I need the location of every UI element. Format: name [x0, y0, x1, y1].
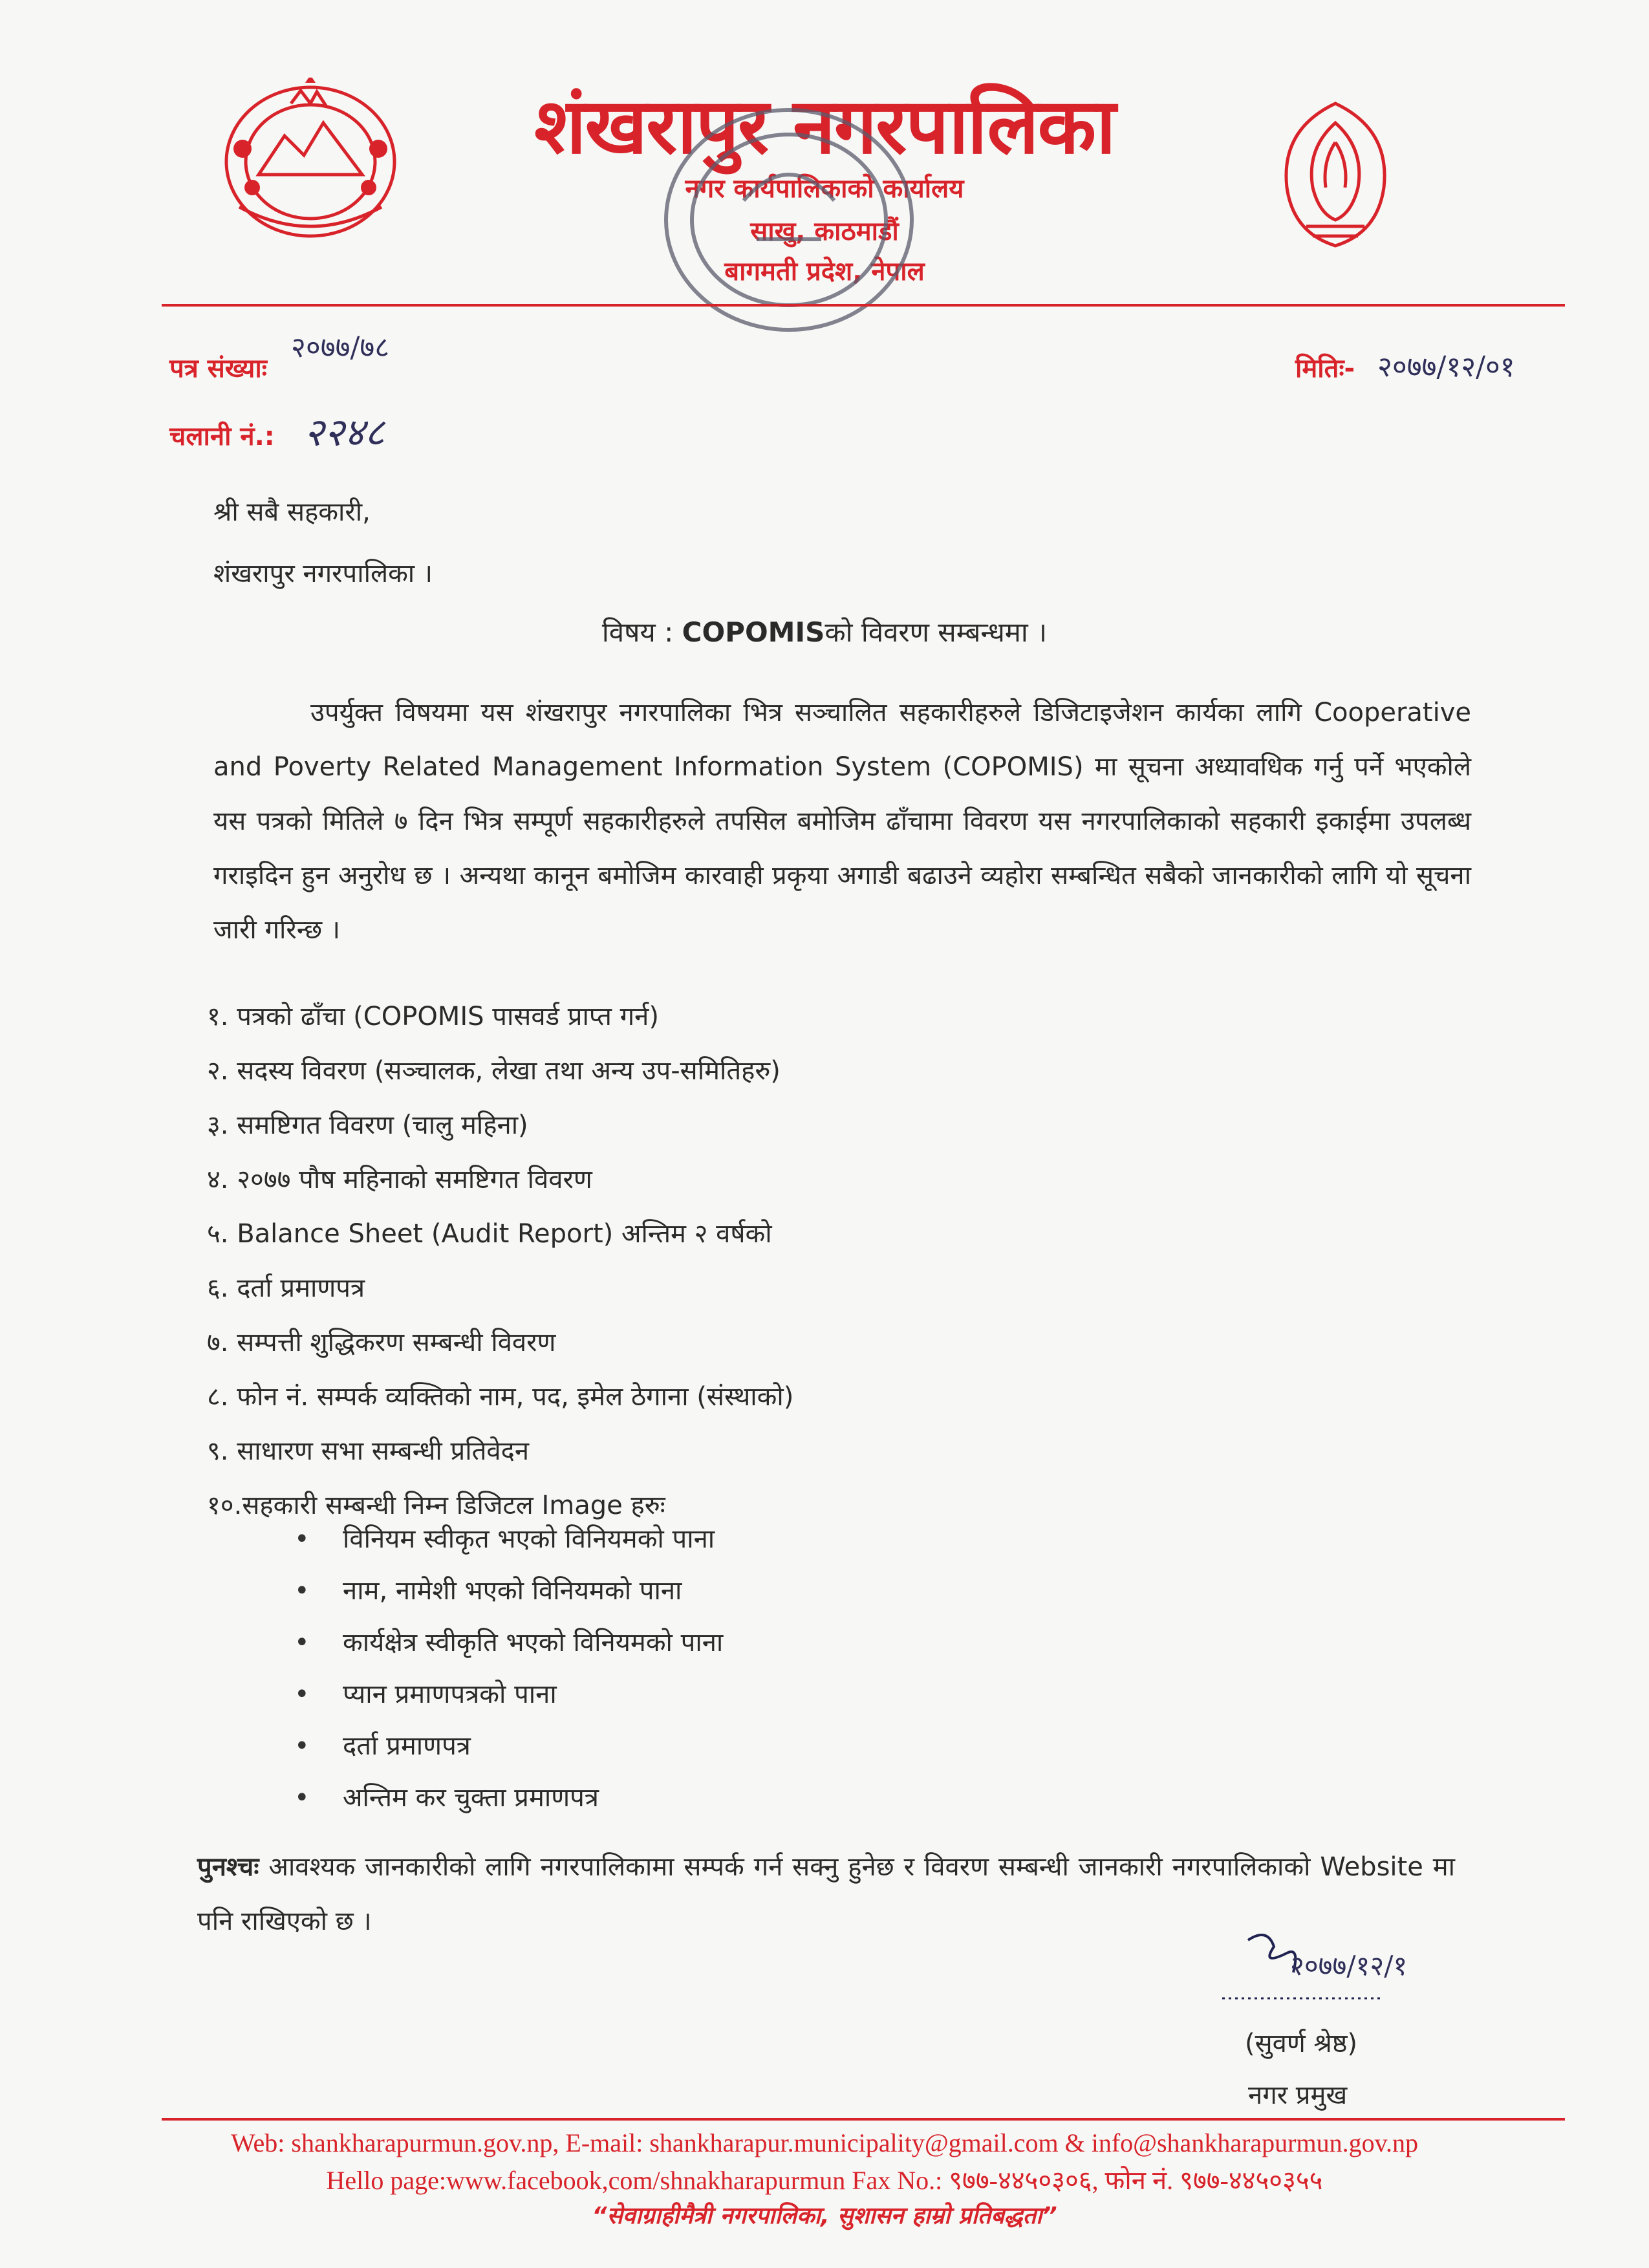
digital-images-list — [294, 1513, 723, 1824]
office-location: साखु, काठमाडौं — [750, 217, 899, 246]
footer-motto: “सेवाग्राहीमैत्री नगरपालिका, सुशासन हाम्रो प्रतिबद्धता” — [592, 2203, 1057, 2229]
dispatch-value: २२४८ — [304, 410, 385, 455]
dispatch-label: चलानी नं.: — [169, 422, 275, 451]
list-item: • अन्तिम कर चुक्ता प्रमाणपत्र — [294, 1772, 723, 1824]
list-item: ४. २०७७ पौष महिनाको समष्टिगत विवरण — [207, 1165, 592, 1194]
postscript-label: पुनश्चः — [197, 1852, 259, 1882]
office-name: नगर कार्यपालिकाको कार्यालय — [685, 174, 964, 204]
ref-value: २०७७/७८ — [291, 331, 390, 364]
signature-date: २०७७/१२/१ — [1290, 1950, 1408, 1982]
list-item: ३. समष्टिगत विवरण (चालु महिना) — [207, 1110, 528, 1140]
list-item: • दर्ता प्रमाणपत्र — [294, 1720, 723, 1772]
footer-contact: Web: shankharapurmun.gov.np, E-mail: shankharapur.municipality@gmail.com & info@shankharapurmun.gov.np — [231, 2128, 1418, 2157]
list-item: १०.सहकारी सम्बन्धी निम्न डिजिटल Image हरुः — [207, 1491, 665, 1520]
list-item: ५. Balance Sheet (Audit Report) अन्तिम २ वर्षको — [207, 1219, 772, 1249]
recipient-line2: शंखरापुर नगरपालिका । — [213, 559, 433, 589]
official-round-seal-icon — [647, 91, 931, 349]
list-item: • कार्यक्षेत्र स्वीकृति भएको विनियमको पाना — [294, 1617, 723, 1669]
date-value: २०७७/१२/०१ — [1377, 351, 1515, 383]
subject-prefix: विषय : — [601, 616, 674, 648]
list-item: १. पत्रको ढाँचा (COPOMIS पासवर्ड प्राप्त गर्न) — [207, 1002, 659, 1031]
paragraph-text: उपर्युक्त विषयमा यस शंखरापुर नगरपालिका भित्र सञ्चालित सहकारीहरुले डिजिटाइजेशन कार्यका लागि Cooperative and Poverty Related Management Information System (COPOMIS) मा सूचना अध्यावधिक गर्नु पर्ने भएकोले यस पत्रको मितिले ७ दिन भित्र सम्पूर्ण सहकारीहरुले तपसिल बमोजिम ढाँचामा विवरण यस नगरपालिकाको सहकारी इकाईमा उपलब्ध गराइदिन हुन अनुरोध छ । अन्यथा कानून बमोजिम कारवाही प्रकृया अगाडी बढाउने व्यहोरा सम्बन्धित सबैको जानकारीको लागि यो सूचना जारी गरिन्छ । — [213, 698, 1471, 945]
footer-phone: Hello page:www.facebook,com/shnakharapurmun Fax No.: ९७७-४४५०३०६, फोन नं. ९७७-४४५०३५५ — [326, 2166, 1323, 2195]
conch-shell-emblem-icon — [1267, 97, 1403, 252]
footer-divider — [162, 2118, 1565, 2121]
ref-label: पत्र संख्याः — [169, 354, 267, 383]
signatory-title: नगर प्रमुख — [1248, 2080, 1348, 2110]
nepal-government-emblem-icon — [213, 78, 407, 246]
municipality-title: शंखरापुर नगरपालिका — [534, 81, 1115, 171]
header-divider — [162, 304, 1565, 307]
recipient-line1: श्री सबै सहकारी, — [213, 497, 371, 527]
list-item: ८. फोन नं. सम्पर्क व्यक्तिको नाम, पद, इमेल ठेगाना (संस्थाको) — [207, 1382, 794, 1412]
list-item: • विनियम स्वीकृत भएको विनियमको पाना — [294, 1513, 723, 1565]
list-item: २. सदस्य विवरण (सञ्चालक, लेखा तथा अन्य उप-समितिहरु) — [207, 1056, 781, 1086]
requirements-list — [207, 989, 1306, 1533]
list-item: ९. साधारण सभा सम्बन्धी प्रतिवेदन — [207, 1436, 530, 1466]
postscript-text: आवश्यक जानकारीको लागि नगरपालिकामा सम्पर्क गर्न सक्नु हुनेछ र विवरण सम्बन्धी जानकारी नगरपालिकाको Website मा पनि राखिएको छ । — [197, 1852, 1455, 1936]
office-province: बागमती प्रदेश, नेपाल — [724, 257, 925, 286]
subject-line — [0, 613, 1649, 650]
signatory-name: (सुवर्ण श्रेष्ठ) — [1245, 2029, 1358, 2058]
date-label: मितिः- — [1295, 354, 1355, 383]
list-item: ६. दर्ता प्रमाणपत्र — [207, 1273, 365, 1303]
subject-keyword: COPOMIS — [682, 616, 825, 648]
list-item: • प्यान प्रमाणपत्रको पाना — [294, 1669, 723, 1720]
list-item: • नाम, नामेशी भएको विनियमको पाना — [294, 1565, 723, 1617]
subject-rest: को विवरण सम्बन्धमा । — [824, 616, 1048, 648]
body-paragraph — [213, 686, 1471, 957]
list-item: ७. सम्पत्ती शुद्धिकरण सम्बन्धी विवरण — [207, 1328, 556, 1357]
